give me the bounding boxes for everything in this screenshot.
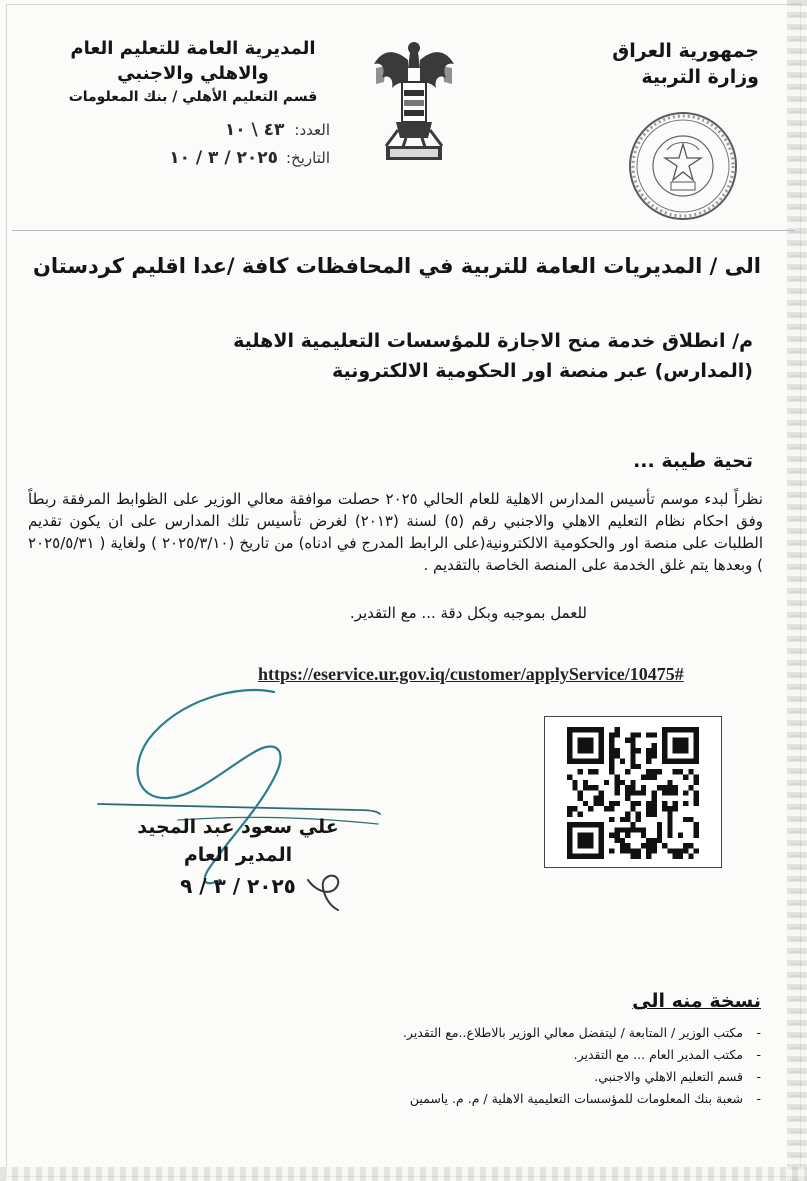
date-label: التاريخ: xyxy=(286,149,330,167)
list-item: - مكتب الوزير / المتابعة / ليتفضل معالي الوزير بالاطلاع..مع التقدير. xyxy=(402,1025,761,1040)
list-item: - شعبة بنك المعلومات للمؤسسات التعليمية الاهلية / م. م. ياسمين xyxy=(409,1091,761,1106)
list-item: - مكتب المدير العام ... مع التقدير. xyxy=(573,1047,761,1062)
header-department: قسم التعليم الأهلي / بنك المعلومات xyxy=(68,89,318,105)
iraq-eagle-emblem-icon xyxy=(372,38,456,166)
addressee: الى / المديريات العامة للتربية في المحافظات كافة /عدا اقليم كردستان xyxy=(32,254,761,278)
subject xyxy=(153,326,753,386)
list-item: - قسم التعليم الاهلي والاجنبي. xyxy=(594,1069,761,1084)
greeting: تحية طيبة ... xyxy=(633,450,753,472)
copies-heading: نسخة منه الى xyxy=(632,990,761,1012)
body-paragraph: نظراً لبدء موسم تأسيس المدارس الاهلية للعام الحالي ٢٠٢٥ حصلت موافقة معالي الوزير على الظوابط المرفقة ربطاً وفق احكام نظام التعليم الاهلي والاجنبي رقم (٥) لسنة (٢٠١٣) لغرض تأسيس تلك المدارس على ان يكون تقديم الطلبات على منصة اور والحكومية الالكترونية(على الرابط المدرج في ادناه) من تاريخ (٢٠٢٥/٣/١٠ ) ولغاية ( ٢٠٢٥/٥/٣١ ) وبعدها يتم غلق الخدمة على المنصة الخاصة بالتقديم . xyxy=(28,490,763,574)
header-directorate-line2: والاهلي والاجنبي xyxy=(117,63,269,84)
closing-line: للعمل بموجبه وبكل دقة ... مع التقدير. xyxy=(349,604,587,622)
reference-date xyxy=(68,148,330,168)
header-country: جمهورية العراق xyxy=(612,40,759,62)
subject-line2: (المدارس) عبر منصة اور الحكومية الالكترونية xyxy=(331,360,753,382)
ministry-seal-icon xyxy=(627,110,739,222)
header-directorate xyxy=(58,36,328,108)
header-directorate-line1: المديرية العامة للتعليم العام xyxy=(70,38,316,59)
signatory-title: المدير العام xyxy=(183,844,293,866)
number-value: ٤٣ \ ١٠ xyxy=(224,120,285,140)
reference-number xyxy=(90,120,330,140)
header-ministry xyxy=(589,38,759,90)
number-label: العدد: xyxy=(294,121,330,139)
signature-date: ٢٠٢٥ / ٣ / ٩ xyxy=(180,874,296,898)
header-divider xyxy=(12,230,795,231)
signatory-name: علي سعود عبد المجيد xyxy=(137,816,339,838)
date-value: ٢٠٢٥ / ٣ / ١٠ xyxy=(169,148,278,168)
decorative-border-right xyxy=(787,0,807,1181)
qr-code-icon[interactable] xyxy=(544,716,722,868)
header-ministry-name: وزارة التربية xyxy=(641,66,759,88)
copies-list xyxy=(201,1022,761,1110)
subject-line1: م/ انطلاق خدمة منح الاجازة للمؤسسات التعليمية الاهلية xyxy=(233,330,753,352)
apply-service-link[interactable]: https://eservice.ur.gov.iq/customer/applyService/10475# xyxy=(258,664,684,684)
decorative-border-bottom xyxy=(0,1167,807,1181)
signatory-block xyxy=(118,814,358,902)
